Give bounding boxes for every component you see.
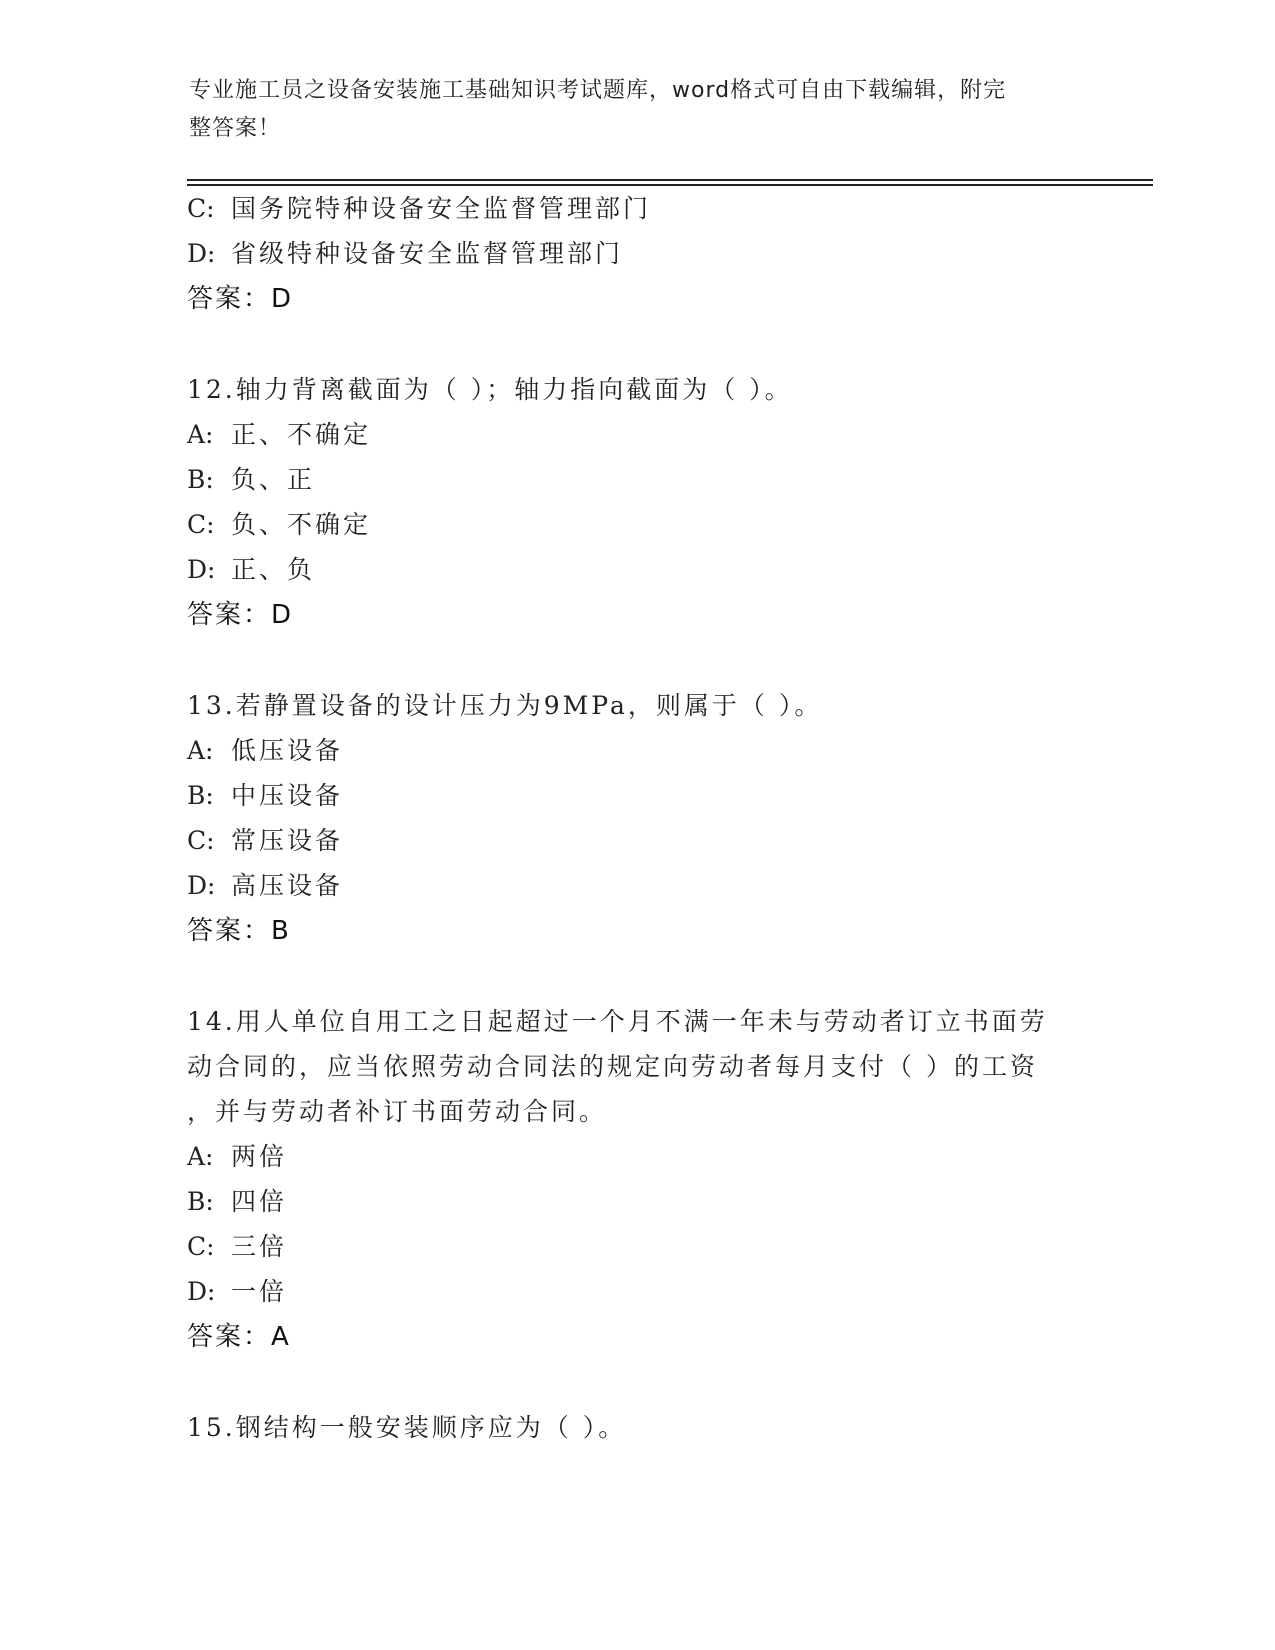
question-12-stem: 12.轴力背离截面为（ ）；轴力指向截面为（ ）。 [187, 375, 793, 404]
document-header [189, 72, 1089, 148]
question-14-stem-line-3: ，并与劳动者补订书面劳动合同。 [187, 1097, 608, 1126]
q13-option-b [187, 779, 343, 813]
option-key: A: [187, 420, 214, 449]
option-text: 两倍 [231, 1142, 288, 1171]
option-text: 一倍 [231, 1277, 288, 1306]
q13-option-a [187, 734, 343, 768]
option-key: D: [187, 871, 216, 900]
question-15-stem: 15.钢结构一般安装顺序应为（ ）。 [187, 1413, 627, 1442]
option-text: 中压设备 [231, 781, 344, 810]
option-key: A: [187, 1142, 214, 1171]
header-rule-top [187, 179, 1153, 181]
q12-option-b [187, 463, 315, 497]
option-text: 省级特种设备安全监督管理部门 [231, 239, 624, 268]
option-text: 低压设备 [231, 736, 344, 765]
q12-option-c [187, 508, 371, 542]
q14-option-a [187, 1140, 287, 1174]
option-key: C: [187, 194, 215, 223]
prev-answer: 答案：D [187, 284, 294, 314]
option-text: 正、不确定 [231, 420, 372, 449]
option-text: 四倍 [231, 1187, 288, 1216]
q13-option-c [187, 824, 343, 858]
header-line-2: 整答案！ [189, 116, 282, 141]
option-key: D: [187, 555, 216, 584]
q13-answer: 答案：B [187, 916, 291, 946]
option-text: 正、负 [231, 555, 316, 584]
q14-answer: 答案：A [187, 1322, 291, 1352]
q12-answer: 答案：D [187, 600, 294, 630]
q14-option-c [187, 1230, 287, 1264]
q14-option-d [187, 1275, 287, 1309]
option-text: 高压设备 [231, 871, 344, 900]
q12-option-a [187, 418, 371, 452]
option-text: 常压设备 [231, 826, 344, 855]
q14-option-b [187, 1185, 287, 1219]
question-14-stem-line-2: 动合同的，应当依照劳动合同法的规定向劳动者每月支付（ ）的工资 [187, 1052, 1038, 1081]
prev-option-c [187, 192, 651, 226]
q12-option-d [187, 553, 315, 587]
option-key: D: [187, 1277, 216, 1306]
prev-option-d [187, 237, 623, 271]
header-line-1: 专业施工员之设备安装施工基础知识考试题库，word格式可自由下载编辑，附完 [189, 78, 1007, 103]
option-text: 三倍 [231, 1232, 288, 1261]
option-key: D: [187, 239, 216, 268]
option-text: 国务院特种设备安全监督管理部门 [231, 194, 652, 223]
question-13-stem: 13.若静置设备的设计压力为9MPa，则属于（ ）。 [187, 691, 823, 720]
option-text: 负、不确定 [231, 510, 372, 539]
option-text: 负、正 [231, 465, 316, 494]
header-rule-bottom [187, 184, 1153, 186]
option-key: A: [187, 736, 214, 765]
option-key: B: [187, 781, 214, 810]
option-key: C: [187, 826, 215, 855]
option-key: C: [187, 510, 215, 539]
option-key: B: [187, 1187, 214, 1216]
option-key: C: [187, 1232, 215, 1261]
question-14-stem-line-1: 14.用人单位自用工之日起超过一个月不满一年未与劳动者订立书面劳 [187, 1007, 1048, 1036]
option-key: B: [187, 465, 214, 494]
q13-option-d [187, 869, 343, 903]
